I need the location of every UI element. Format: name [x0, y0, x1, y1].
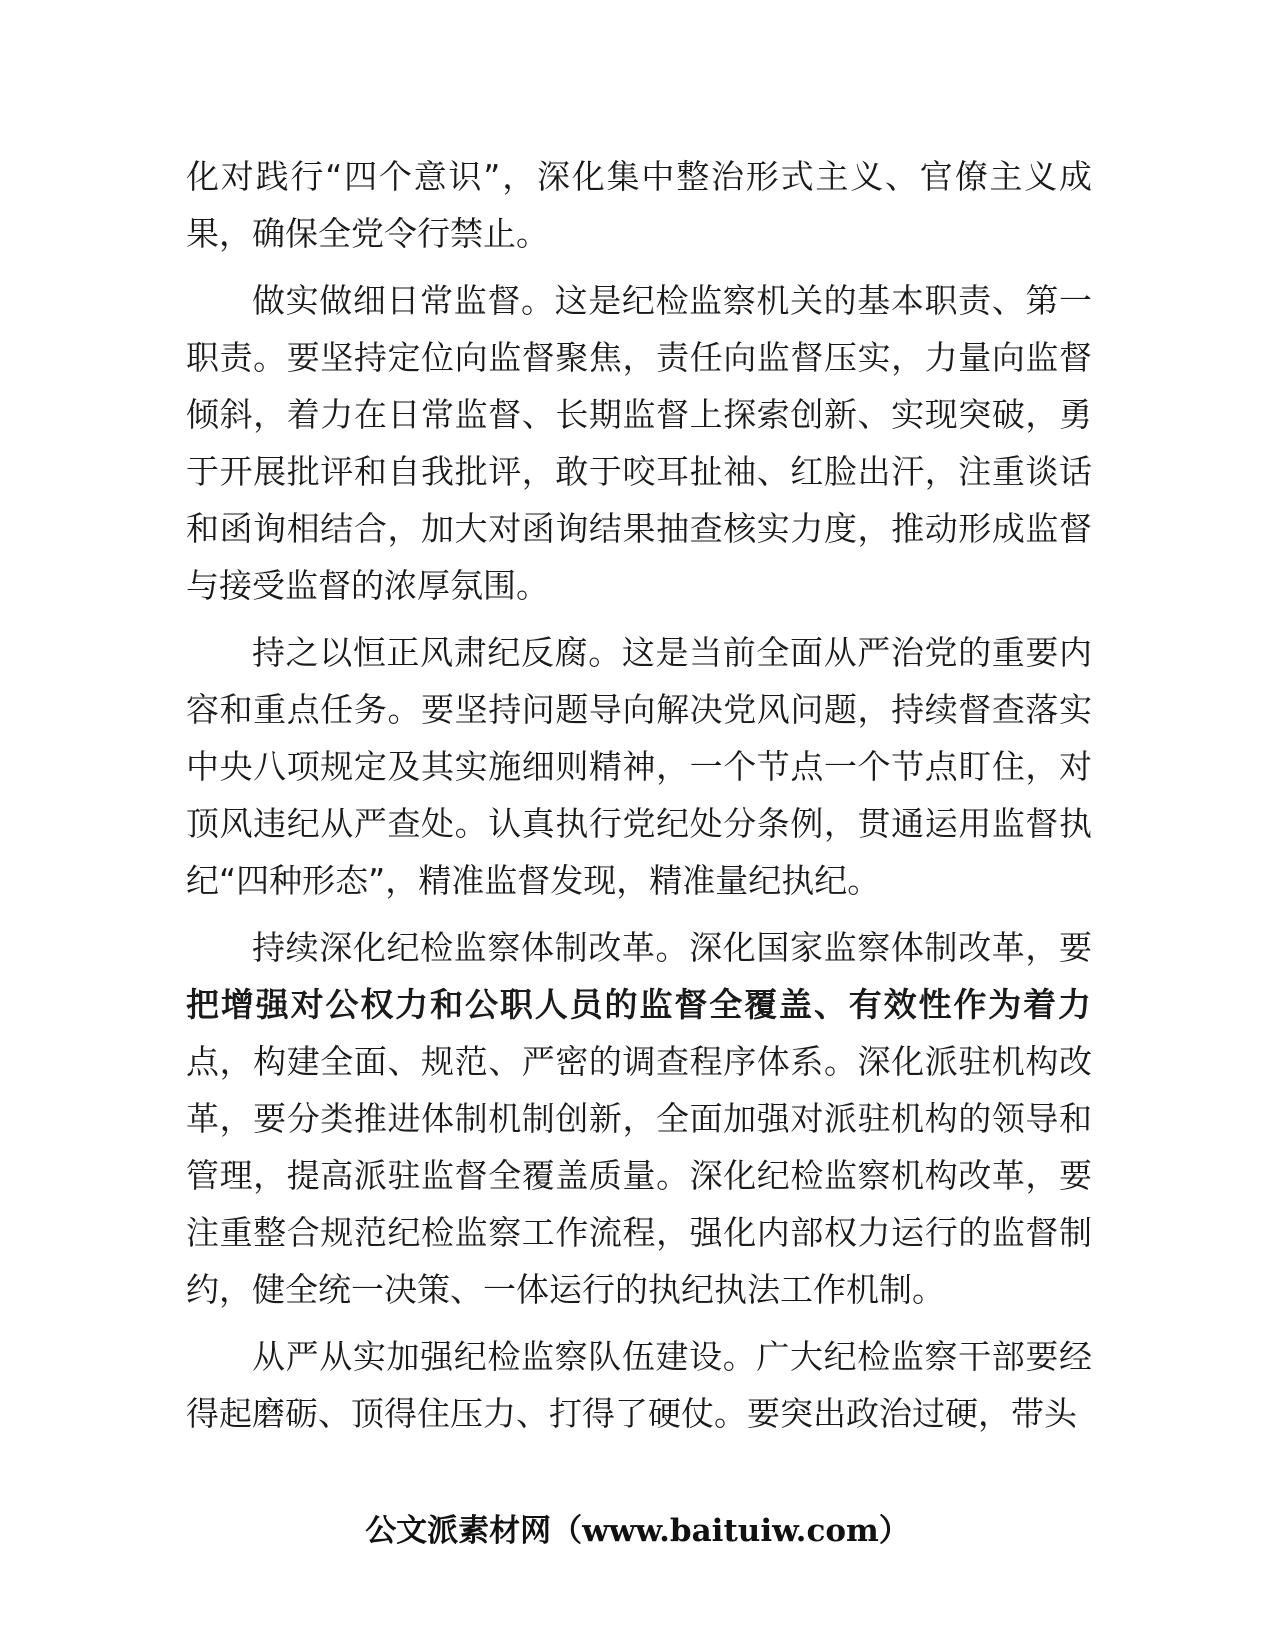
- paragraph-team-building: 从严从实加强纪检监察队伍建设。广大纪检监察干部要经得起磨砺、顶得住压力、打得了硬仗。要突出政治过硬，带头: [186, 1337, 1092, 1433]
- reform-text-part1: 持续深化纪检监察体制改革。深化国家监察体制改革，要: [252, 928, 1092, 967]
- footer-watermark: 公文派素材网（www.baituiw.com）: [365, 1513, 910, 1549]
- paragraph-anti-corruption: 持之以恒正风肃纪反腐。这是当前全面从严治党的重要内容和重点任务。要坚持问题导向解决党风问题，持续督查落实中央八项规定及其实施细则精神，一个节点一个节点盯住，对顶风违纪从严查处。认真执行党纪处分条例，贯通运用监督执纪“四种形态”，精准监督发现，精准量纪执纪。: [186, 633, 1092, 900]
- paragraph-daily-supervision: 做实做细日常监督。这是纪检监察机关的基本职责、第一职责。要坚持定位向监督聚焦，责任向监督压实，力量向监督倾斜，着力在日常监督、长期监督上探索创新、实现突破，勇于开展批评和自我批评，敢于咬耳扯袖、红脸出汗，注重谈话和函询相结合，加大对函询结果抽查核实力度，推动形成监督与接受监督的浓厚氛围。: [186, 281, 1092, 605]
- reform-text-part3: 点，构建全面、规范、严密的调查程序体系。深化派驻机构改革，要分类推进体制机制创新，全面加强对派驻机构的领导和管理，提高派驻监督全覆盖质量。深化纪检监察机构改革，要注重整合规范纪检监察工作流程，强化内部权力运行的监督制约，健全统一决策、一体运行的执纪执法工作机制。: [186, 1042, 1092, 1309]
- document-body: [186, 148, 1092, 1452]
- paragraph-continuation: 化对践行“四个意识”，深化集中整治形式主义、官僚主义成果，确保全党令行禁止。: [186, 157, 1092, 253]
- reform-text-bold: 把增强对公权力和公职人员的监督全覆盖、有效性作为着力: [186, 985, 1092, 1024]
- paragraph-system-reform: [186, 919, 1092, 1318]
